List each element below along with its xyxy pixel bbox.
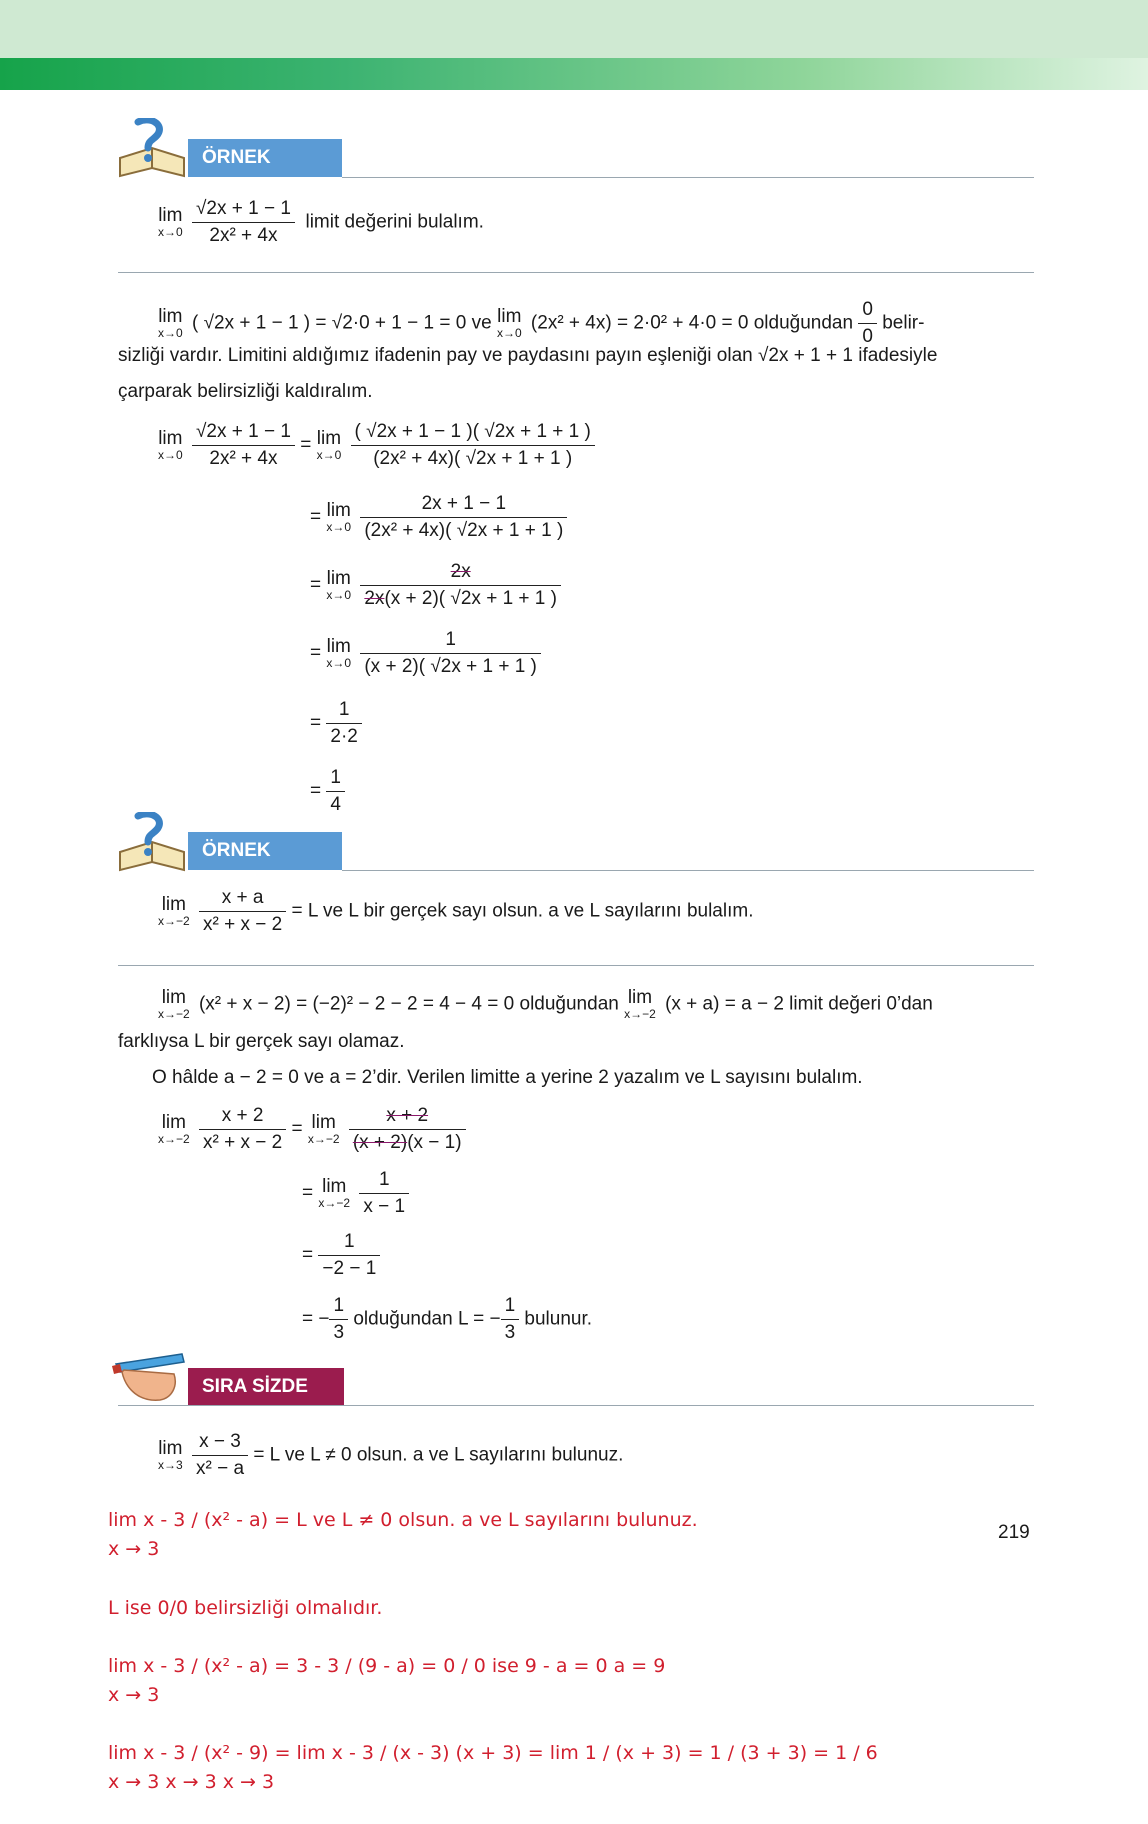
- example2-solution-line1: lim x→−2 (x² + x − 2) = (−2)² − 2 − 2 = 4 − 4 = 0 olduğundan lim x→−2 (x + a) = a − 2 limit değeri 0’dan: [158, 987, 933, 1021]
- handwritten-line2: x → 3: [108, 1538, 160, 1560]
- problem-text: limit değerini bulalım.: [305, 211, 484, 233]
- page-number: 219: [998, 1522, 1030, 1543]
- example1-solution-line1: lim x→0 ( √2x + 1 − 1 ) = √2·0 + 1 − 1 = 0 ve lim x→0 (2x² + 4x) = 2·0² + 4·0 = 0 olduğundan $\frac{0}{0}$ belir-: [158, 299, 925, 347]
- header-stripe: [0, 58, 1148, 90]
- example2-step3: = $\frac{1}{-2 - 1}$: [302, 1230, 380, 1281]
- page-header: [0, 0, 1148, 90]
- book-question-icon: [116, 118, 188, 184]
- example2-solution-line3: O hâlde a − 2 = 0 ve a = 2’dir. Verilen limitte a yerine 2 yazalım ve L sayısını bulalım.: [152, 1067, 863, 1088]
- sira-problem: lim x→3 $\frac{x - 3}{\text{x² − a}}$ = L ve L ≠ 0 olsun. a ve L sayılarını bulunuz.: [158, 1431, 624, 1479]
- handwritten-line3: L ise 0/0 belirsizliği olmalıdır.: [108, 1597, 383, 1619]
- handwritten-line7: x → 3 x → 3 x → 3: [108, 1771, 275, 1793]
- example2-problem: lim x→−2 $\frac{x + a}{\text{x² + x − 2}}$ = L ve L bir gerçek sayı olsun. a ve L sayılarını bulalım.: [158, 887, 754, 935]
- example2-divider: [118, 965, 1034, 966]
- handwritten-line5: x → 3: [108, 1684, 160, 1706]
- hand-pen-icon: [112, 1350, 188, 1406]
- example2-rule: [342, 870, 1034, 871]
- example2-solution-line2: farklıysa L bir gerçek sayı olamaz.: [118, 1031, 405, 1052]
- book-question-icon: [116, 812, 188, 878]
- example1-solution-line2: sizliği vardır. Limitini aldığımız ifadenin pay ve paydasını payın eşleniği olan √2x + 1 + 1 ifadesiyle: [118, 345, 938, 366]
- handwritten-line6: lim x - 3 / (x² - 9) = lim x - 3 / (x - 3) (x + 3) = lim 1 / (x + 3) = 1 / (3 + 3) = 1 / 6: [108, 1742, 878, 1764]
- sira-sizde-label: SIRA SİZDE: [188, 1368, 344, 1406]
- example2-label: ÖRNEK: [188, 832, 342, 870]
- sira-rule: [118, 1405, 1034, 1406]
- example2-step1: lim x→−2 $\frac{x + 2}{\text{x² + x − 2}}$ = lim x→−2 $\frac{x + 2}{(x + 2)(x - 1)}$: [158, 1104, 466, 1155]
- example2-step2: = lim x→−2 $\frac{1}{x - 1}$: [302, 1168, 409, 1219]
- example1-step2: = lim x→0 $\frac{2x + 1 - 1}{\text{(2x² + 4x)( √2x + 1 + 1 )}}$: [310, 492, 567, 543]
- handwritten-line1: lim x - 3 / (x² - a) = L ve L ≠ 0 olsun. a ve L sayılarını bulunuz.: [108, 1509, 698, 1531]
- example2-step4: = − $\frac{1}{3}$ olduğundan L = − $\frac{1}{3}$ bulunur.: [302, 1295, 593, 1343]
- lim-operator: lim x→0: [158, 205, 183, 239]
- example1-step5: = $\frac{1}{2\cdot 2}$: [310, 698, 362, 749]
- example1-step1: lim x→0 $\frac{√2x + 1 - 1}{\text{2x² + 4x}}$ = lim x→0 $\frac{( √2x + 1 - 1 )( √2x + 1 + 1 )}{\text{(2x² + 4x)( √2x + 1 + 1 )}}$: [158, 420, 595, 471]
- example1-label: ÖRNEK: [188, 139, 342, 177]
- example1-step4: = lim x→0 $\frac{1}{(x + 2)( √2x + 1 + 1 )}$: [310, 628, 541, 679]
- example1-rule: [342, 177, 1034, 178]
- example1-step6: = $\frac{1}{4}$: [310, 766, 345, 817]
- example1-solution-line3: çarparak belirsizliği kaldıralım.: [118, 381, 373, 402]
- example1-divider: [118, 272, 1034, 273]
- handwritten-line4: lim x - 3 / (x² - a) = 3 - 3 / (9 - a) = 0 / 0 ise 9 - a = 0 a = 9: [108, 1655, 666, 1677]
- example1-step3: = lim x→0 $\frac{2x}{2x(x + 2)( √2x + 1 + 1 )}$: [310, 560, 561, 611]
- example1-problem: [158, 197, 484, 248]
- problem-fraction: $\frac{√2x + 1 - 1}{\text{2x² + 4x}}$: [192, 197, 295, 248]
